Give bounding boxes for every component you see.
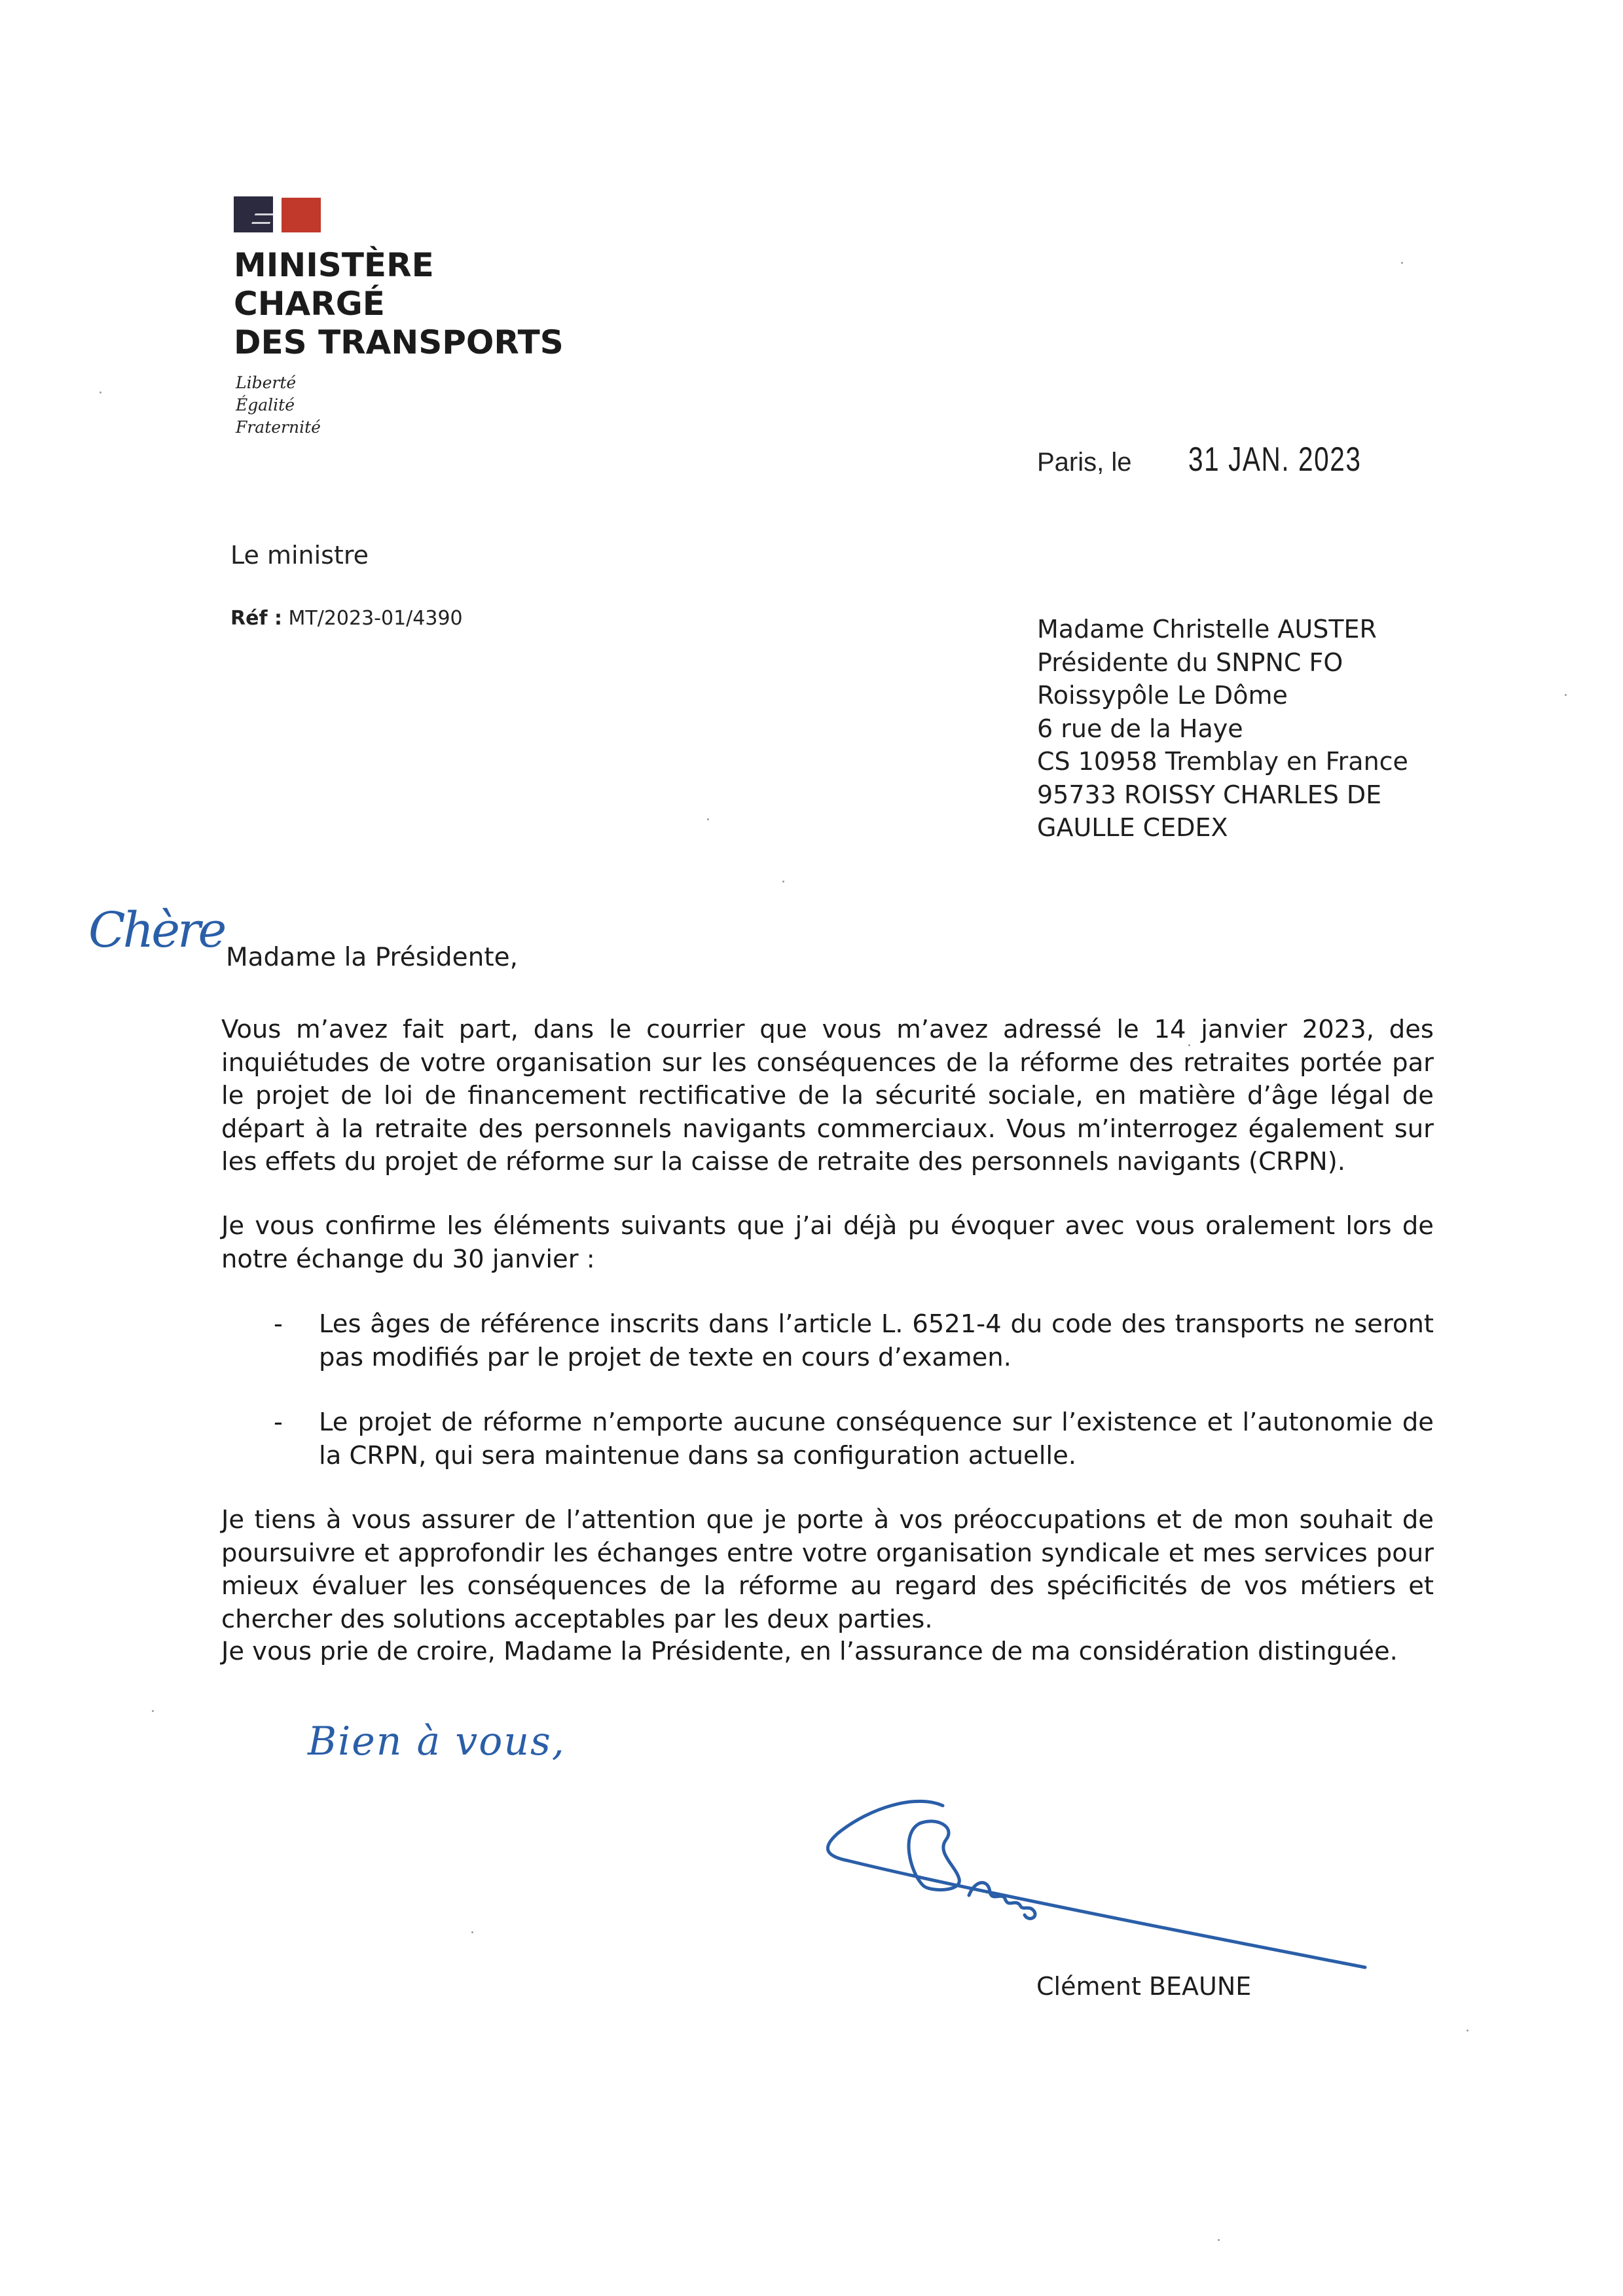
logo-red-block — [282, 198, 321, 232]
address-line: Roissypôle Le Dôme — [1037, 681, 1288, 710]
sender-title: Le ministre — [230, 541, 369, 570]
bullet-item — [221, 1308, 1434, 1374]
signature-loop-stroke — [828, 1801, 1365, 1967]
bullet-dash: - — [274, 1309, 283, 1339]
signature-icon — [818, 1787, 1395, 1984]
salutation: Madame la Présidente, — [226, 943, 519, 972]
address-line: GAULLE CEDEX — [1037, 813, 1228, 842]
scan-speck — [152, 1710, 154, 1712]
motto-line: Fraternité — [236, 418, 321, 437]
scan-speck — [100, 392, 101, 393]
reference-value: MT/2023-01/4390 — [288, 607, 463, 630]
ministry-name — [234, 246, 564, 362]
marianne-profile-mark — [251, 213, 274, 224]
bullet-dash: - — [274, 1408, 283, 1437]
republic-motto — [236, 372, 321, 439]
scan-speck — [1401, 262, 1403, 264]
ministry-line: CHARGÉ — [234, 285, 385, 323]
scan-speck — [707, 818, 709, 820]
closing-formula: Je vous prie de croire, Madame la Présidente, en l’assurance de ma considération distinguée. — [221, 1637, 1398, 1666]
bullet-text: Le projet de réforme n’emporte aucune conséquence sur l’existence et l’autonomie de la CRPN, qui sera maintenue dans sa configuration actuelle. — [319, 1408, 1434, 1470]
marianne-logo — [234, 196, 324, 233]
bullet-list — [221, 1406, 1434, 1472]
scan-speck — [1188, 1044, 1190, 1046]
bullet-text: Les âges de référence inscrits dans l’article L. 6521-4 du code des transports ne seront pas modifiés par le projet de texte en cours d’examen. — [319, 1309, 1434, 1372]
handwritten-salutation: Chère — [88, 902, 225, 958]
bullet-item — [221, 1406, 1434, 1472]
recipient-address — [1037, 613, 1408, 845]
date-prefix: Paris, le — [1037, 448, 1132, 477]
date-stamp: 31 JAN. 2023 — [1188, 441, 1362, 479]
reference — [230, 607, 463, 630]
address-line: Madame Christelle AUSTER — [1037, 615, 1377, 644]
scan-speck — [1565, 694, 1567, 696]
ministry-line: DES TRANSPORTS — [234, 323, 564, 361]
scan-speck — [1218, 2239, 1220, 2241]
bullet-list — [221, 1308, 1434, 1374]
body-paragraph: Vous m’avez fait part, dans le courrier que vous m’avez adressé le 14 janvier 2023, des inquiétudes de votre organisation sur les conséquences de la réforme des retraites portée par le projet de loi de financement rectificative de la sécurité sociale, en matière d’âge légal de départ à la retraite des personnels navigants commerciaux. Vous m’interrogez également sur les effets du projet de réforme sur la caisse de retraite des personnels navigants (CRPN). — [221, 1015, 1434, 1176]
signer-name: Clément BEAUNE — [1036, 1972, 1252, 2001]
scan-speck — [1467, 2030, 1468, 2032]
handwritten-closing: Bien à vous, — [308, 1719, 566, 1764]
motto-line: Liberté — [236, 373, 297, 392]
motto-line: Égalité — [236, 395, 295, 414]
address-line: 6 rue de la Haye — [1037, 714, 1243, 743]
ministry-line: MINISTÈRE — [234, 246, 434, 284]
address-line: Présidente du SNPNC FO — [1037, 647, 1343, 677]
scan-speck — [782, 881, 784, 883]
body-paragraph: Je vous confirme les éléments suivants que j’ai déjà pu évoquer avec vous oralement lors de notre échange du 30 janvier : — [221, 1211, 1434, 1274]
address-line: CS 10958 Tremblay en France — [1037, 747, 1408, 776]
scan-speck — [471, 1931, 473, 1933]
reference-label: Réf : — [230, 607, 282, 630]
address-line: 95733 ROISSY CHARLES DE — [1037, 780, 1382, 809]
body-paragraph: Je tiens à vous assurer de l’attention que je porte à vos préoccupations et de mon souhait de poursuivre et approfondir les échanges entre votre organisation syndicale et mes services pour mieux évaluer les conséquences de la réforme au regard des spécificités de vos métiers et chercher des solutions acceptables par les deux parties. — [221, 1505, 1434, 1634]
